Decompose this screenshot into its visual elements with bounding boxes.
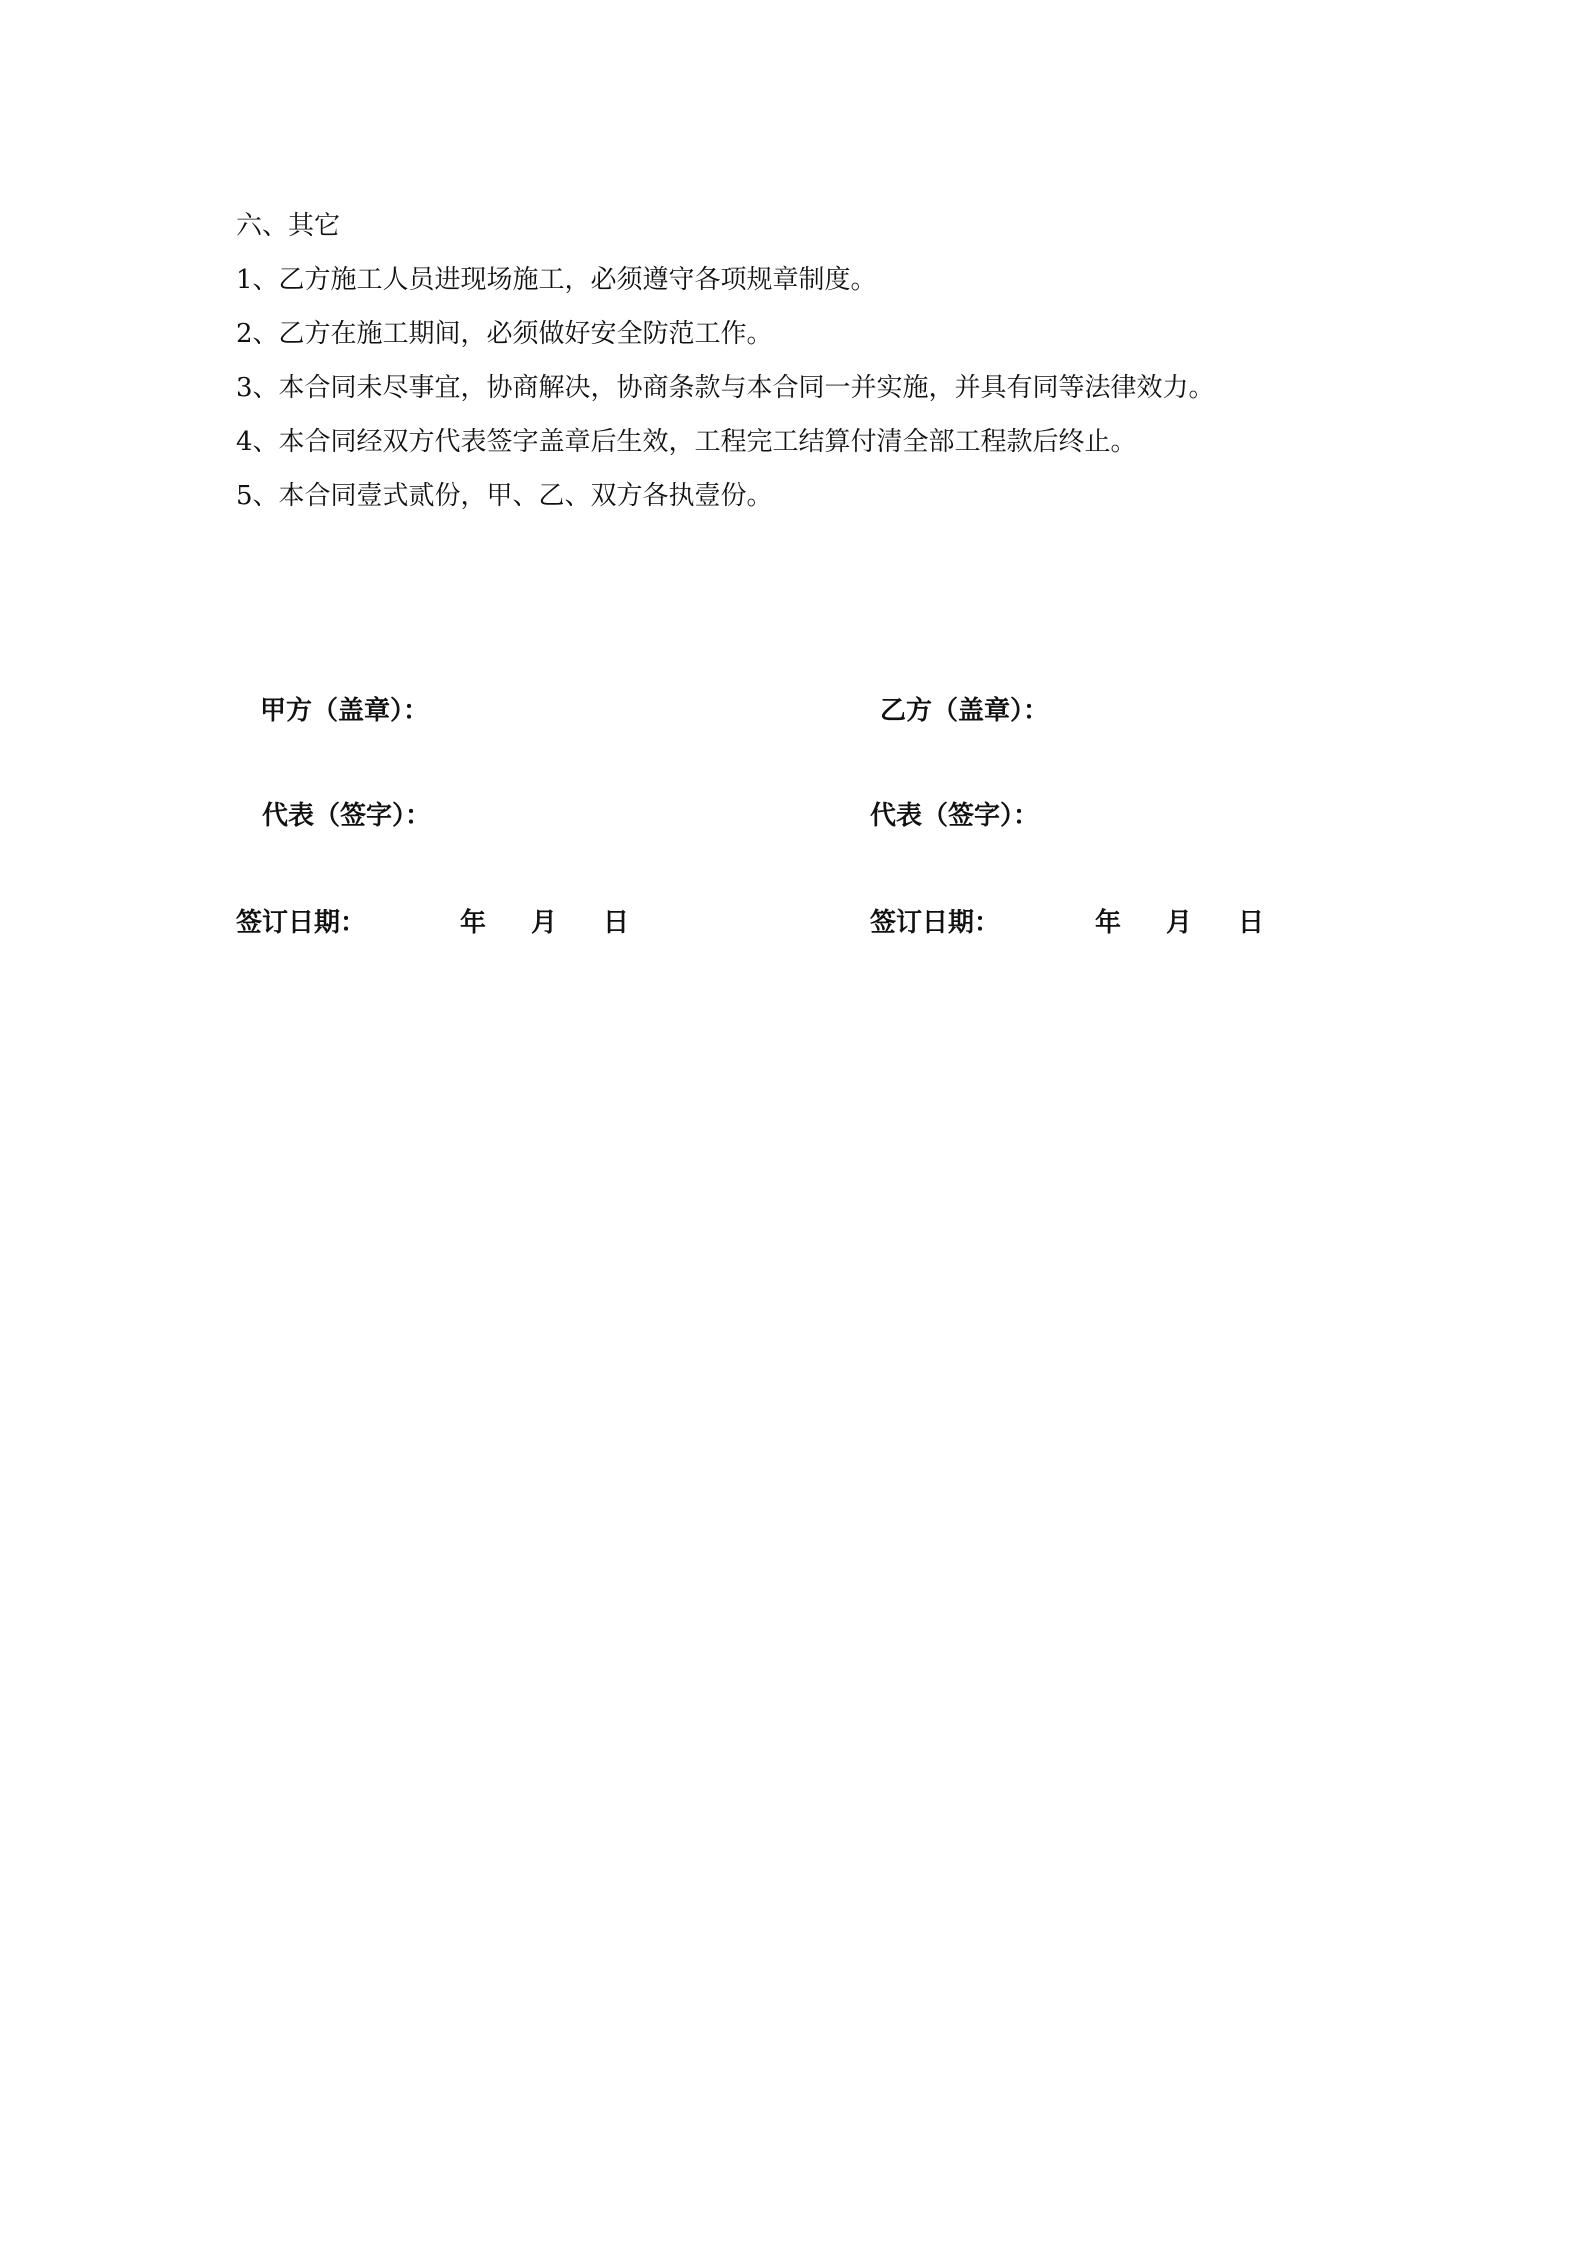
clause-2: 2、乙方在施工期间，必须做好安全防范工作。 <box>236 319 773 349</box>
party-b-date-month: 月 <box>1166 908 1193 938</box>
party-a-rep-label: 代表（签字）： <box>262 801 432 831</box>
party-b-rep-label: 代表（签字）： <box>870 801 1040 831</box>
party-b-date-day: 日 <box>1238 908 1265 938</box>
party-a-date-year: 年 <box>460 908 487 938</box>
clause-3: 3、本合同未尽事宜，协商解决，协商条款与本合同一并实施，并具有同等法律效力。 <box>236 373 1215 403</box>
party-a-seal-label: 甲方（盖章）： <box>260 696 430 726</box>
party-a-date-day: 日 <box>603 908 630 938</box>
clause-4: 4、本合同经双方代表签字盖章后生效，工程完工结算付清全部工程款后终止。 <box>236 427 1137 457</box>
party-a-date-month: 月 <box>531 908 558 938</box>
party-a-date-label: 签订日期： <box>236 908 367 938</box>
party-b-date-label: 签订日期： <box>870 908 1001 938</box>
party-b-seal-label: 乙方（盖章）： <box>880 696 1050 726</box>
clause-1: 1、乙方施工人员进现场施工，必须遵守各项规章制度。 <box>236 265 877 295</box>
clause-5: 5、本合同壹式贰份，甲、乙、双方各执壹份。 <box>236 481 773 511</box>
party-b-date-year: 年 <box>1095 908 1122 938</box>
section-title: 六、其它 <box>236 211 341 241</box>
